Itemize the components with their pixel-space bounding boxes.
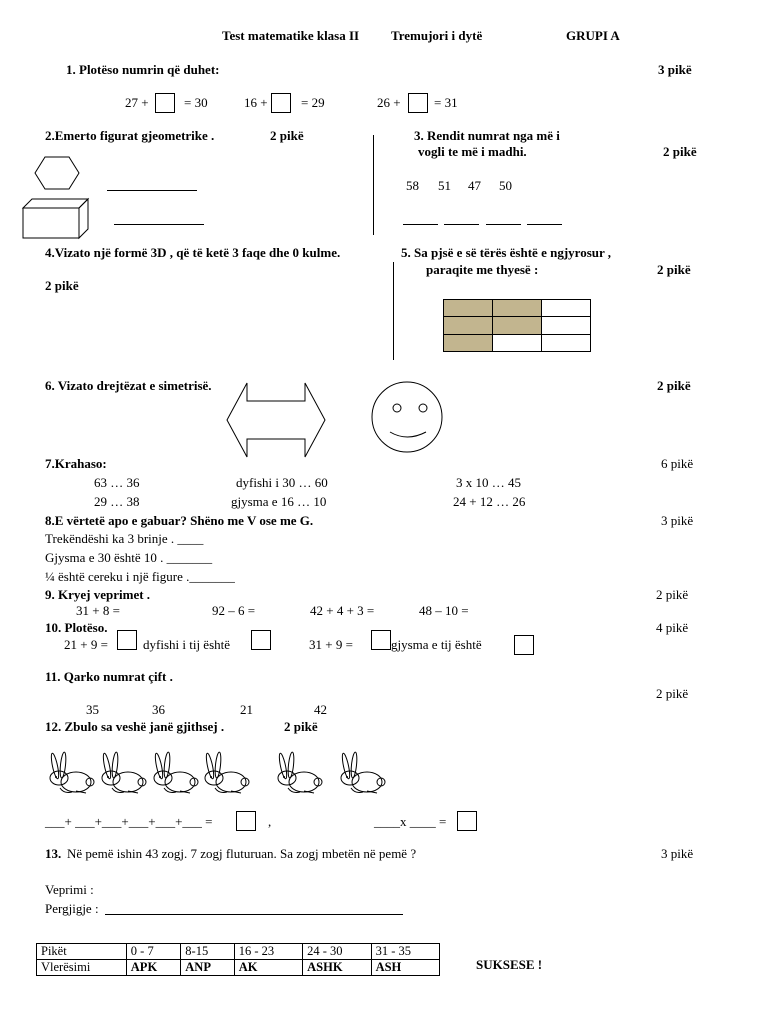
q7-title: 7.Krahaso: bbox=[45, 456, 107, 471]
q5-title-line2: paraqite me thyesë : bbox=[426, 262, 539, 277]
q7-compare-5: gjysma e 16 … 10 bbox=[231, 494, 327, 509]
q1-expr2-left: 16 + bbox=[244, 95, 268, 110]
success-message: SUKSESE ! bbox=[476, 957, 543, 972]
q10-half-label: gjysma e tij është bbox=[391, 637, 482, 652]
q10-answer-box-4[interactable] bbox=[514, 635, 534, 655]
score-range-cell: 8-15 bbox=[181, 944, 234, 960]
q1-title: 1. Plotëso numrin që duhet: bbox=[66, 62, 220, 77]
q9-operation-2: 92 – 6 = bbox=[212, 603, 256, 618]
q12-multiply-expression: ____x ____ = bbox=[374, 814, 447, 829]
score-range-cell: 0 - 7 bbox=[126, 944, 181, 960]
q6-title: 6. Vizato drejtëzat e simetrisë. bbox=[45, 378, 212, 393]
q3-points: 2 pikë bbox=[663, 144, 697, 159]
grade-cell: ASH bbox=[371, 960, 439, 976]
q11-number[interactable]: 36 bbox=[152, 702, 165, 717]
q2-answer-line-1[interactable] bbox=[107, 190, 197, 191]
score-header-cell: Vlerësimi bbox=[37, 960, 127, 976]
q1-answer-box-3[interactable] bbox=[408, 93, 428, 113]
divider-q2-q3 bbox=[373, 135, 374, 235]
q5-title-line1: 5. Sa pjsë e së tërës është e ngjyrosur , bbox=[401, 245, 612, 260]
q1-expr1-right: = 30 bbox=[184, 95, 208, 110]
q13-number: 13. bbox=[45, 846, 62, 861]
cuboid-shape bbox=[22, 198, 90, 240]
q10-expr-2: 31 + 9 = bbox=[309, 637, 353, 652]
grade-cell: ASHK bbox=[303, 960, 371, 976]
q2-title: 2.Emerto figurat gjeometrike . bbox=[45, 128, 215, 143]
q3-title-line2: vogli te më i madhi. bbox=[418, 144, 527, 159]
q1-expr1-left: 27 + bbox=[125, 95, 149, 110]
q13-problem-text: Në pemë ishin 43 zogj. 7 zogj fluturuan. Sa zogj mbetën në pemë ? bbox=[67, 846, 417, 861]
rabbit-icon bbox=[274, 748, 324, 796]
q13-answer-label: Pergjigje : bbox=[45, 901, 99, 916]
score-range-cell: 31 - 35 bbox=[371, 944, 439, 960]
grade-cell: AK bbox=[234, 960, 302, 976]
q8-statement-1: Trekëndëshi ka 3 brinje . ____ bbox=[45, 531, 204, 546]
grid-cell bbox=[542, 300, 591, 317]
fraction-grid bbox=[443, 299, 591, 352]
q10-points: 4 pikë bbox=[656, 620, 689, 635]
q8-points: 3 pikë bbox=[661, 513, 694, 528]
rabbit-icon bbox=[98, 748, 148, 796]
q10-title: 10. Plotëso. bbox=[45, 620, 108, 635]
smiley-face-shape bbox=[370, 380, 444, 454]
q3-title-line1: 3. Rendit numrat nga më i bbox=[414, 128, 560, 143]
q13-operation-label: Veprimi : bbox=[45, 882, 94, 897]
grid-cell bbox=[542, 334, 591, 351]
q5-points: 2 pikë bbox=[657, 262, 691, 277]
q7-compare-6: 24 + 12 … 26 bbox=[453, 494, 526, 509]
q7-compare-4: 29 … 38 bbox=[94, 494, 140, 509]
q11-points: 2 pikë bbox=[656, 686, 689, 701]
grade-cell: ANP bbox=[181, 960, 234, 976]
q9-operation-4: 48 – 10 = bbox=[419, 603, 469, 618]
score-table bbox=[36, 943, 440, 976]
q3-number: 58 bbox=[406, 178, 419, 193]
q9-operation-3: 42 + 4 + 3 = bbox=[310, 603, 375, 618]
q8-title: 8.E vërtetë apo e gabuar? Shëno me V ose me G. bbox=[45, 513, 314, 528]
grid-cell-shaded bbox=[493, 317, 542, 334]
q11-number[interactable]: 35 bbox=[86, 702, 99, 717]
q8-statement-3: ¼ është cereku i një figure ._______ bbox=[45, 569, 235, 584]
q1-answer-box-1[interactable] bbox=[155, 93, 175, 113]
hexagon-shape bbox=[33, 156, 81, 190]
group-label: GRUPI A bbox=[566, 28, 620, 43]
q7-compare-2: dyfishi i 30 … 60 bbox=[236, 475, 328, 490]
q1-expr3-left: 26 + bbox=[377, 95, 401, 110]
q3-number: 51 bbox=[438, 178, 451, 193]
q3-number: 47 bbox=[468, 178, 481, 193]
q8-statement-2: Gjysma e 30 është 10 . _______ bbox=[45, 550, 213, 565]
q2-points: 2 pikë bbox=[270, 128, 304, 143]
grid-cell-shaded bbox=[493, 300, 542, 317]
q11-number[interactable]: 42 bbox=[314, 702, 327, 717]
double-arrow-shape bbox=[226, 382, 326, 458]
q1-expr3-right: = 31 bbox=[434, 95, 458, 110]
q7-compare-3: 3 x 10 … 45 bbox=[456, 475, 521, 490]
score-range-cell: 24 - 30 bbox=[303, 944, 371, 960]
q11-number[interactable]: 21 bbox=[240, 702, 253, 717]
q1-points: 3 pikë bbox=[658, 62, 692, 77]
grade-cell: APK bbox=[126, 960, 181, 976]
q10-answer-box-3[interactable] bbox=[371, 630, 391, 650]
q9-points: 2 pikë bbox=[656, 587, 689, 602]
q7-points: 6 pikë bbox=[661, 456, 694, 471]
q7-compare-1: 63 … 36 bbox=[94, 475, 140, 490]
q12-points: 2 pikë bbox=[284, 719, 318, 734]
q12-separator: , bbox=[268, 814, 272, 829]
q12-title: 12. Zbulo sa veshë janë gjithsej . bbox=[45, 719, 225, 734]
q11-title: 11. Qarko numrat çift . bbox=[45, 669, 173, 684]
grid-cell bbox=[493, 334, 542, 351]
rabbit-icon bbox=[46, 748, 96, 796]
q9-title: 9. Kryej veprimet . bbox=[45, 587, 151, 602]
grid-cell-shaded bbox=[444, 334, 493, 351]
q1-expr2-right: = 29 bbox=[301, 95, 325, 110]
q3-answer-line-2[interactable] bbox=[444, 224, 479, 225]
grid-cell-shaded bbox=[444, 300, 493, 317]
q10-double-label: dyfishi i tij është bbox=[143, 637, 231, 652]
divider-q4-q5 bbox=[393, 262, 394, 360]
grid-cell-shaded bbox=[444, 317, 493, 334]
rabbit-icon bbox=[337, 748, 387, 796]
term-label: Tremujori i dytë bbox=[391, 28, 483, 43]
q3-number: 50 bbox=[499, 178, 512, 193]
q12-multiply-answer-box[interactable] bbox=[457, 811, 477, 831]
rabbit-icon bbox=[150, 748, 200, 796]
rabbit-icon bbox=[201, 748, 251, 796]
q2-answer-line-2[interactable] bbox=[114, 224, 204, 225]
q13-points: 3 pikë bbox=[661, 846, 694, 861]
q9-operation-1: 31 + 8 = bbox=[76, 603, 120, 618]
q4-points: 2 pikë bbox=[45, 278, 79, 293]
grid-cell bbox=[542, 317, 591, 334]
q10-expr-1: 21 + 9 = bbox=[64, 637, 108, 652]
test-title: Test matematike klasa II bbox=[222, 28, 360, 43]
q3-answer-line-1[interactable] bbox=[403, 224, 438, 225]
q3-answer-line-3[interactable] bbox=[486, 224, 521, 225]
q10-answer-box-2[interactable] bbox=[251, 630, 271, 650]
q12-sum-expression: ___+ ___+___+___+___+___ = bbox=[45, 814, 213, 829]
q10-answer-box-1[interactable] bbox=[117, 630, 137, 650]
q12-sum-answer-box[interactable] bbox=[236, 811, 256, 831]
q13-answer-line[interactable] bbox=[105, 914, 403, 915]
score-range-cell: 16 - 23 bbox=[234, 944, 302, 960]
q4-title: 4.Vizato një formë 3D , që të ketë 3 faqe dhe 0 kulme. bbox=[45, 245, 341, 260]
score-header-cell: Pikët bbox=[37, 944, 127, 960]
q1-answer-box-2[interactable] bbox=[271, 93, 291, 113]
q6-points: 2 pikë bbox=[657, 378, 691, 393]
q3-answer-line-4[interactable] bbox=[527, 224, 562, 225]
